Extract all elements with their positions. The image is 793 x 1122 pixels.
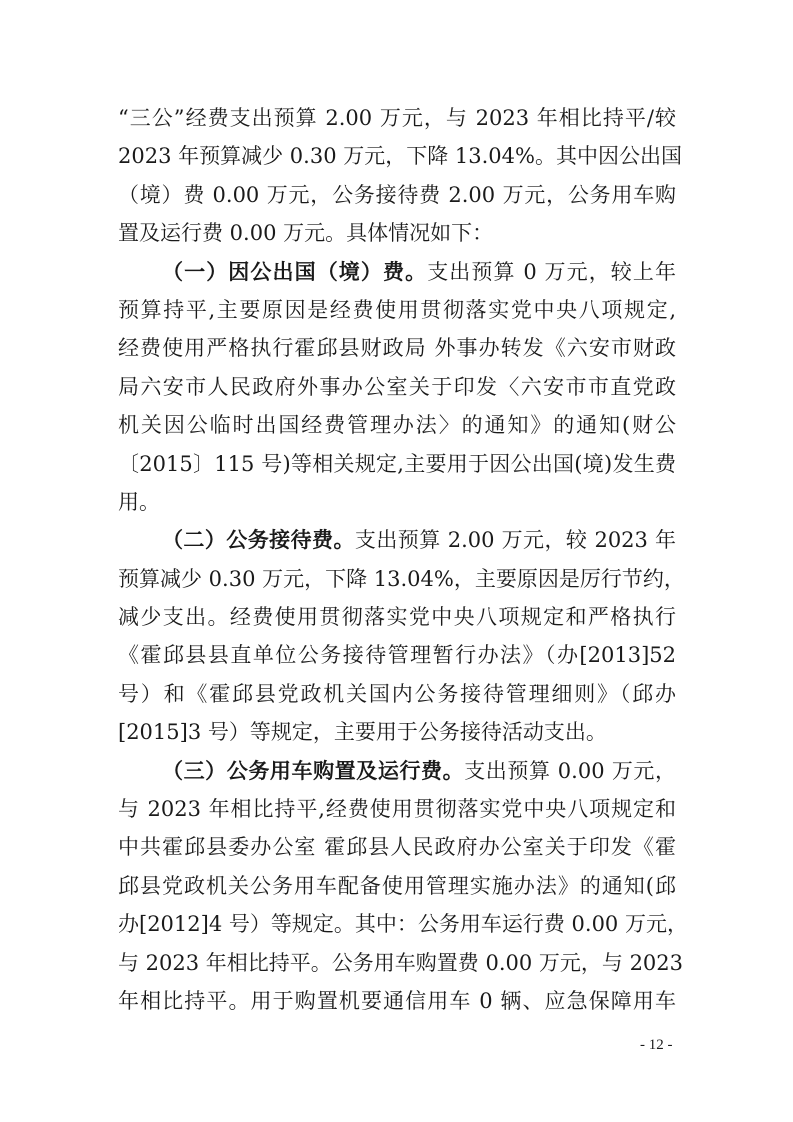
text-line bbox=[118, 905, 688, 943]
text-line bbox=[118, 368, 676, 406]
line-text: [2015]3 号）等规定，主要用于公务接待活动支出。 bbox=[118, 720, 607, 745]
text-line bbox=[118, 944, 684, 982]
line-text: “三公”经费支出预算 2.00 万元，与 2023 年相比持平/较 bbox=[118, 106, 676, 130]
text-line bbox=[118, 483, 676, 521]
page-number: - 12 - bbox=[640, 1037, 673, 1053]
line-text: （境）费 0.00 万元，公务接待费 2.00 万元，公务用车购 bbox=[118, 182, 676, 207]
line-text: 邱县党政机关公务用车配备使用管理实施办法》的通知(邱 bbox=[118, 873, 676, 898]
text-line bbox=[118, 176, 676, 214]
line-text: 〔2015〕115 号)等相关规定,主要用于因公出国(境)发生费 bbox=[118, 451, 676, 476]
line-text: 与 2023 年相比持平,经费使用贯彻落实党中央八项规定和 bbox=[118, 797, 676, 822]
line-text: 预算减少 0.30 万元，下降 13.04%，主要原因是厉行节约， bbox=[118, 566, 685, 591]
section-heading: （一）因公出国（境）费。 bbox=[162, 258, 428, 284]
text-line bbox=[118, 790, 676, 828]
text-line bbox=[118, 445, 676, 483]
line-text: 用。 bbox=[118, 489, 160, 514]
text-line bbox=[118, 406, 676, 444]
text-line bbox=[118, 253, 676, 291]
text-line bbox=[118, 713, 676, 751]
line-text: 2023 年预算减少 0.30 万元，下降 13.04%。其中因公出国 bbox=[118, 144, 682, 169]
text-line bbox=[118, 560, 685, 598]
section-heading: （三）公务用车购置及运行费。 bbox=[162, 757, 465, 783]
line-text: 预算持平,主要原因是经费使用贯彻落实党中央八项规定, bbox=[118, 297, 676, 322]
text-line bbox=[118, 867, 676, 905]
line-text: 机关因公临时出国经费管理办法〉的通知》的通知(财公 bbox=[118, 413, 676, 438]
line-text: 《霍邱县县直单位公务接待管理暂行办法》（办[2013]52 bbox=[118, 643, 676, 668]
line-text: 经费使用严格执行霍邱县财政局 外事办转发《六安市财政 bbox=[118, 336, 676, 361]
document-body bbox=[118, 99, 688, 1020]
line-text: 支出预算 2.00 万元，较 2023 年 bbox=[354, 528, 677, 553]
line-text: 局六安市人民政府外事办公室关于印发〈六安市市直党政 bbox=[118, 374, 676, 399]
line-text: 中共霍邱县委办公室 霍邱县人民政府办公室关于印发《霍 bbox=[118, 835, 676, 860]
text-line bbox=[118, 675, 676, 713]
text-line bbox=[118, 137, 682, 175]
line-text: 办[2012]4 号）等规定。其中：公务用车运行费 0.00 万元， bbox=[118, 912, 688, 937]
text-line bbox=[118, 752, 676, 790]
text-line bbox=[118, 329, 676, 367]
text-line bbox=[118, 828, 676, 866]
text-line bbox=[118, 636, 676, 674]
line-text: 支出预算 0.00 万元， bbox=[464, 758, 676, 783]
line-text: 置及运行费 0.00 万元。具体情况如下： bbox=[118, 221, 494, 246]
section-heading: （二）公务接待费。 bbox=[162, 527, 355, 553]
line-text: 支出预算 0 万元，较上年 bbox=[427, 259, 677, 284]
line-text: 年相比持平。用于购置机要通信用车 0 辆、应急保障用车 bbox=[118, 988, 676, 1013]
text-line bbox=[118, 291, 676, 329]
text-line bbox=[118, 521, 676, 559]
line-text: 减少支出。经费使用贯彻落实党中央八项规定和严格执行 bbox=[118, 605, 676, 630]
text-line bbox=[118, 99, 676, 137]
text-line bbox=[118, 982, 676, 1020]
line-text: 号）和《霍邱县党政机关国内公务接待管理细则》（邱办 bbox=[118, 681, 676, 706]
text-line bbox=[118, 214, 676, 252]
line-text: 与 2023 年相比持平。公务用车购置费 0.00 万元，与 2023 bbox=[118, 950, 684, 975]
text-line bbox=[118, 598, 676, 636]
